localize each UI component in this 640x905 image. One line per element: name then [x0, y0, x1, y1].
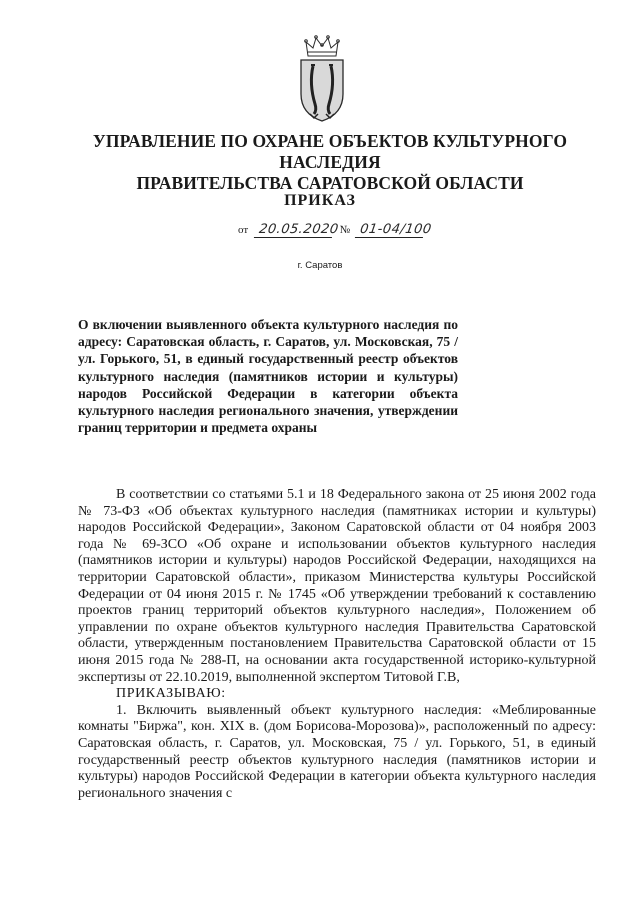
handwritten-date: 20.05.2020: [254, 222, 334, 238]
organization-line-2: ПРАВИТЕЛЬСТВА САРАТОВСКОЙ ОБЛАСТИ: [136, 173, 524, 193]
item-1-paragraph: 1. Включить выявленный объект культурного наследия: «Меблированные комнаты "Биржа", кон. XIX в. (дом Борисова-Морозова)», расположенный по адресу: Саратовская область, г. Саратов, ул. Московская, 75 / ул. Горького, 51, в единый государственный реестр объектов культурного наследия (памятников истории и культуры) народов Российской Федерации в категории объекта культурного наследия регионального значения с: [78, 702, 596, 801]
city: г. Саратов: [297, 260, 343, 271]
order-word: ПРИКАЗЫВАЮ:: [116, 686, 226, 702]
date-number-line: [238, 222, 433, 238]
handwritten-number: 01-04/100: [355, 222, 425, 238]
document-body: [78, 487, 596, 802]
date-prefix: от: [238, 224, 249, 236]
order-subject: О включении выявленного объекта культурного наследия по адресу: Саратовская область, г. Саратов, ул. Московская, 75 / ул. Горького, 51, в единый государственный реестр объектов культурного наследия (памятников истории и культуры) народов Российской Федерации в категории объекта культурного наследия регионального значения, утверждении границ территории и предмета охраны: [78, 317, 458, 436]
number-prefix: №: [339, 224, 351, 236]
organization-line-1: УПРАВЛЕНИЕ ПО ОХРАНЕ ОБЪЕКТОВ КУЛЬТУРНОГО НАСЛЕДИЯ: [92, 131, 568, 172]
organization-title: [60, 131, 600, 194]
preamble-paragraph: В соответствии со статьями 5.1 и 18 Федерального закона от 25 июня 2002 года № 73-ФЗ «Об объектах культурного наследия (памятниках истории и культуры) народов Российской Федерации», Законом Саратовской области от 04 ноября 2003 года № 69-ЗСО «Об охране и использовании объектов культурного наследия (памятников истории и культуры) народов Российской Федерации, находящихся на территории Саратовской области», приказом Министерства культуры Российской Федерации от 04 июня 2015 г. № 1745 «Об утверждении требований к составлению проектов границ территорий объектов культурного наследия», Положением об управлении по охране объектов культурного наследия Правительства Саратовской области, утвержденным постановлением Правительства Саратовской области от 15 июня 2015 года № 288-П, на основании акта государственной историко-культурной экспертизы от 22.10.2019, выполненной экспертом Титовой Г.В,: [78, 487, 596, 685]
saratov-coat-of-arms-icon: [295, 34, 349, 124]
document-type: ПРИКАЗ: [284, 192, 356, 209]
